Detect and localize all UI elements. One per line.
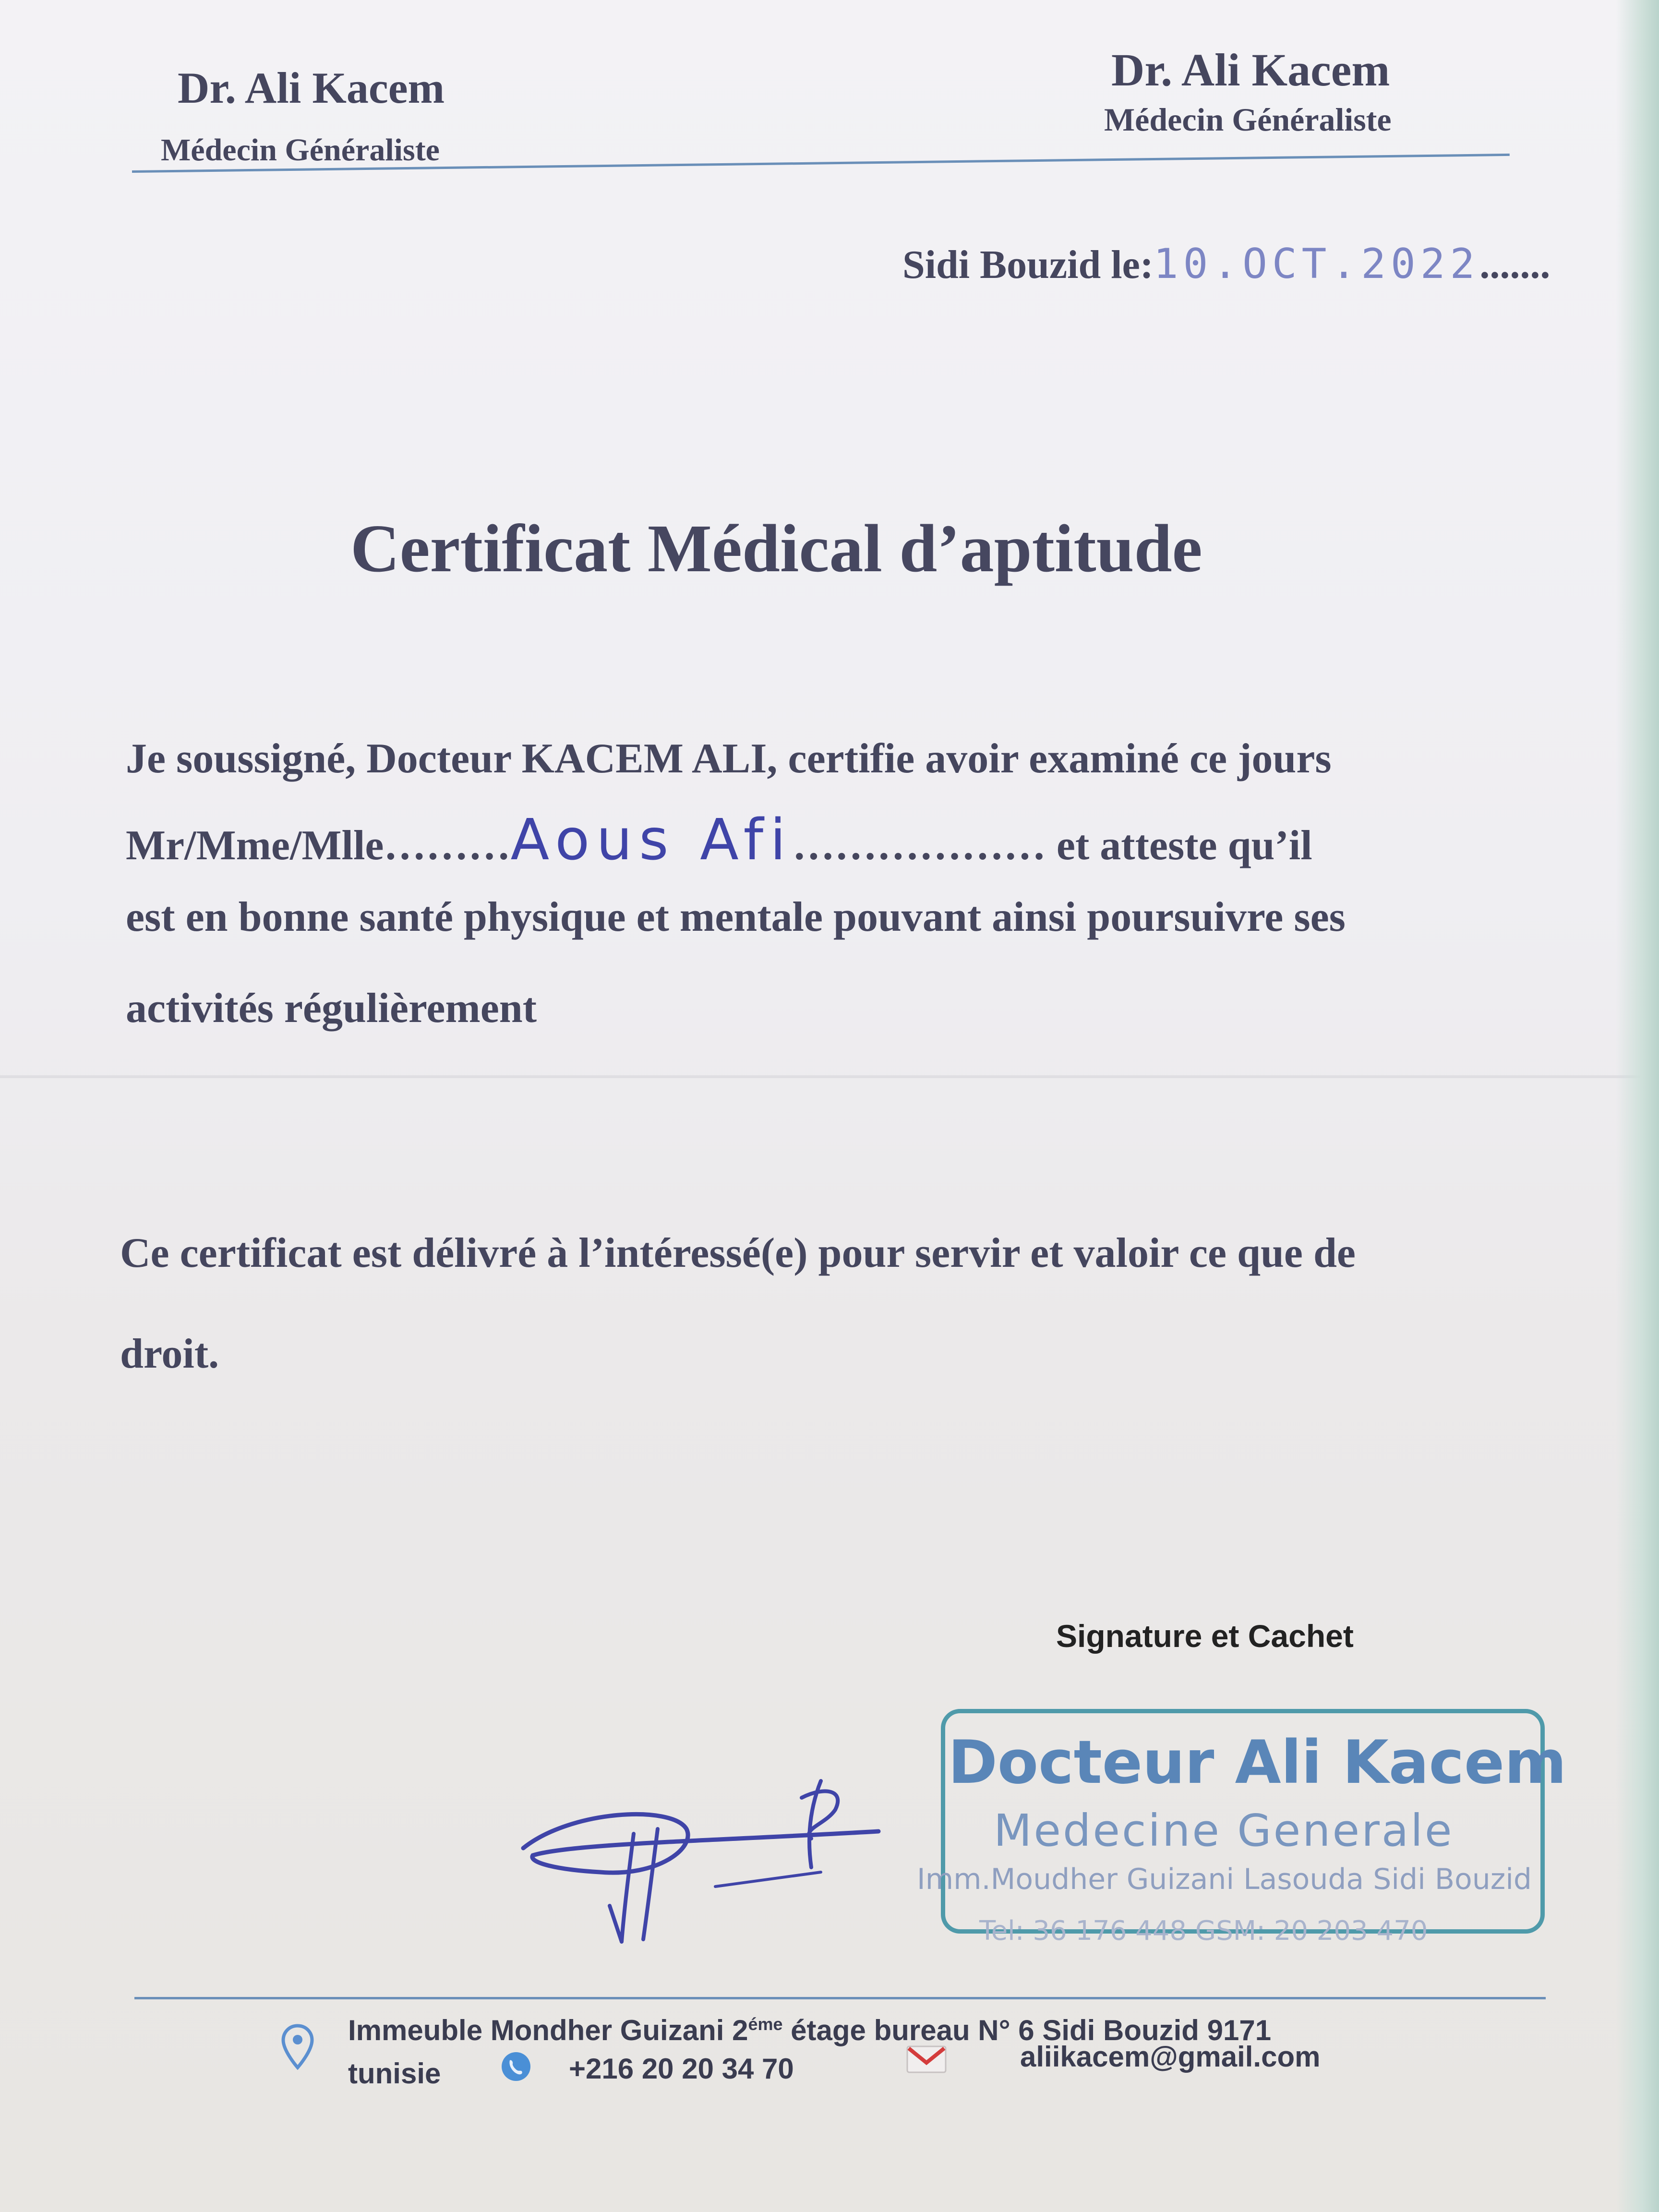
phone-icon <box>499 2050 533 2083</box>
signature-label: Signature et Cachet <box>1056 1618 1354 1654</box>
header-right-name: Dr. Ali Kacem <box>1111 44 1390 96</box>
footer-country: tunisie <box>348 2057 441 2090</box>
stamp-line-4: Tel: 36 176 448 GSM: 20 203 470 <box>979 1915 1428 1947</box>
header-left-specialty: Médecin Généraliste <box>161 132 440 168</box>
patient-prefix: Mr/Mme/Mlle……… <box>126 822 511 869</box>
closing-line-2: droit. <box>120 1331 219 1377</box>
date-line <box>902 240 1550 288</box>
footer-phone: +216 20 20 34 70 <box>569 2053 794 2085</box>
paper-fold <box>0 1075 1659 1078</box>
certificate-title: Certificat Médical d’aptitude <box>350 510 1202 586</box>
address-part-1: Immeuble Mondher Guizani 2 <box>348 2014 748 2046</box>
handwritten-signature <box>514 1752 936 1954</box>
address-part-2: étage bureau N° 6 Sidi Bouzid 9171 <box>782 2014 1272 2046</box>
stamp-line-1: Docteur Ali Kacem <box>948 1728 1567 1797</box>
footer-rule <box>134 1997 1546 1999</box>
stamp-line-3: Imm.Moudher Guizani Lasouda Sidi Bouzid <box>917 1863 1532 1896</box>
paper-edge <box>1616 0 1659 2212</box>
patient-suffix: ……………… et atteste qu’il <box>792 822 1312 869</box>
footer-email: aliikacem@gmail.com <box>1020 2041 1321 2073</box>
date-label: Sidi Bouzid le: <box>902 242 1154 287</box>
body-line-4: activités régulièrement <box>126 985 537 1032</box>
date-stamp: 10.OCT.2022 <box>1153 240 1480 288</box>
address-superscript: éme <box>748 2014 783 2034</box>
stamp-line-2: Medecine Generale <box>994 1805 1454 1856</box>
closing-line-1: Ce certificat est délivré à l’intéressé(e) pour servir et valoir ce que de <box>120 1230 1356 1276</box>
email-icon <box>905 2043 948 2076</box>
date-dots: ....... <box>1479 242 1551 287</box>
header-right-specialty: Médecin Généraliste <box>1104 101 1392 138</box>
body-line-2 <box>126 806 1312 873</box>
handwritten-patient-name: Aous Afi <box>510 806 793 873</box>
header-left-name: Dr. Ali Kacem <box>178 63 445 112</box>
location-pin-icon <box>281 2023 314 2071</box>
body-line-3: est en bonne santé physique et mentale pouvant ainsi poursuivre ses <box>126 894 1346 940</box>
body-line-1: Je soussigné, Docteur KACEM ALI, certifie avoir examiné ce jours <box>126 735 1332 782</box>
